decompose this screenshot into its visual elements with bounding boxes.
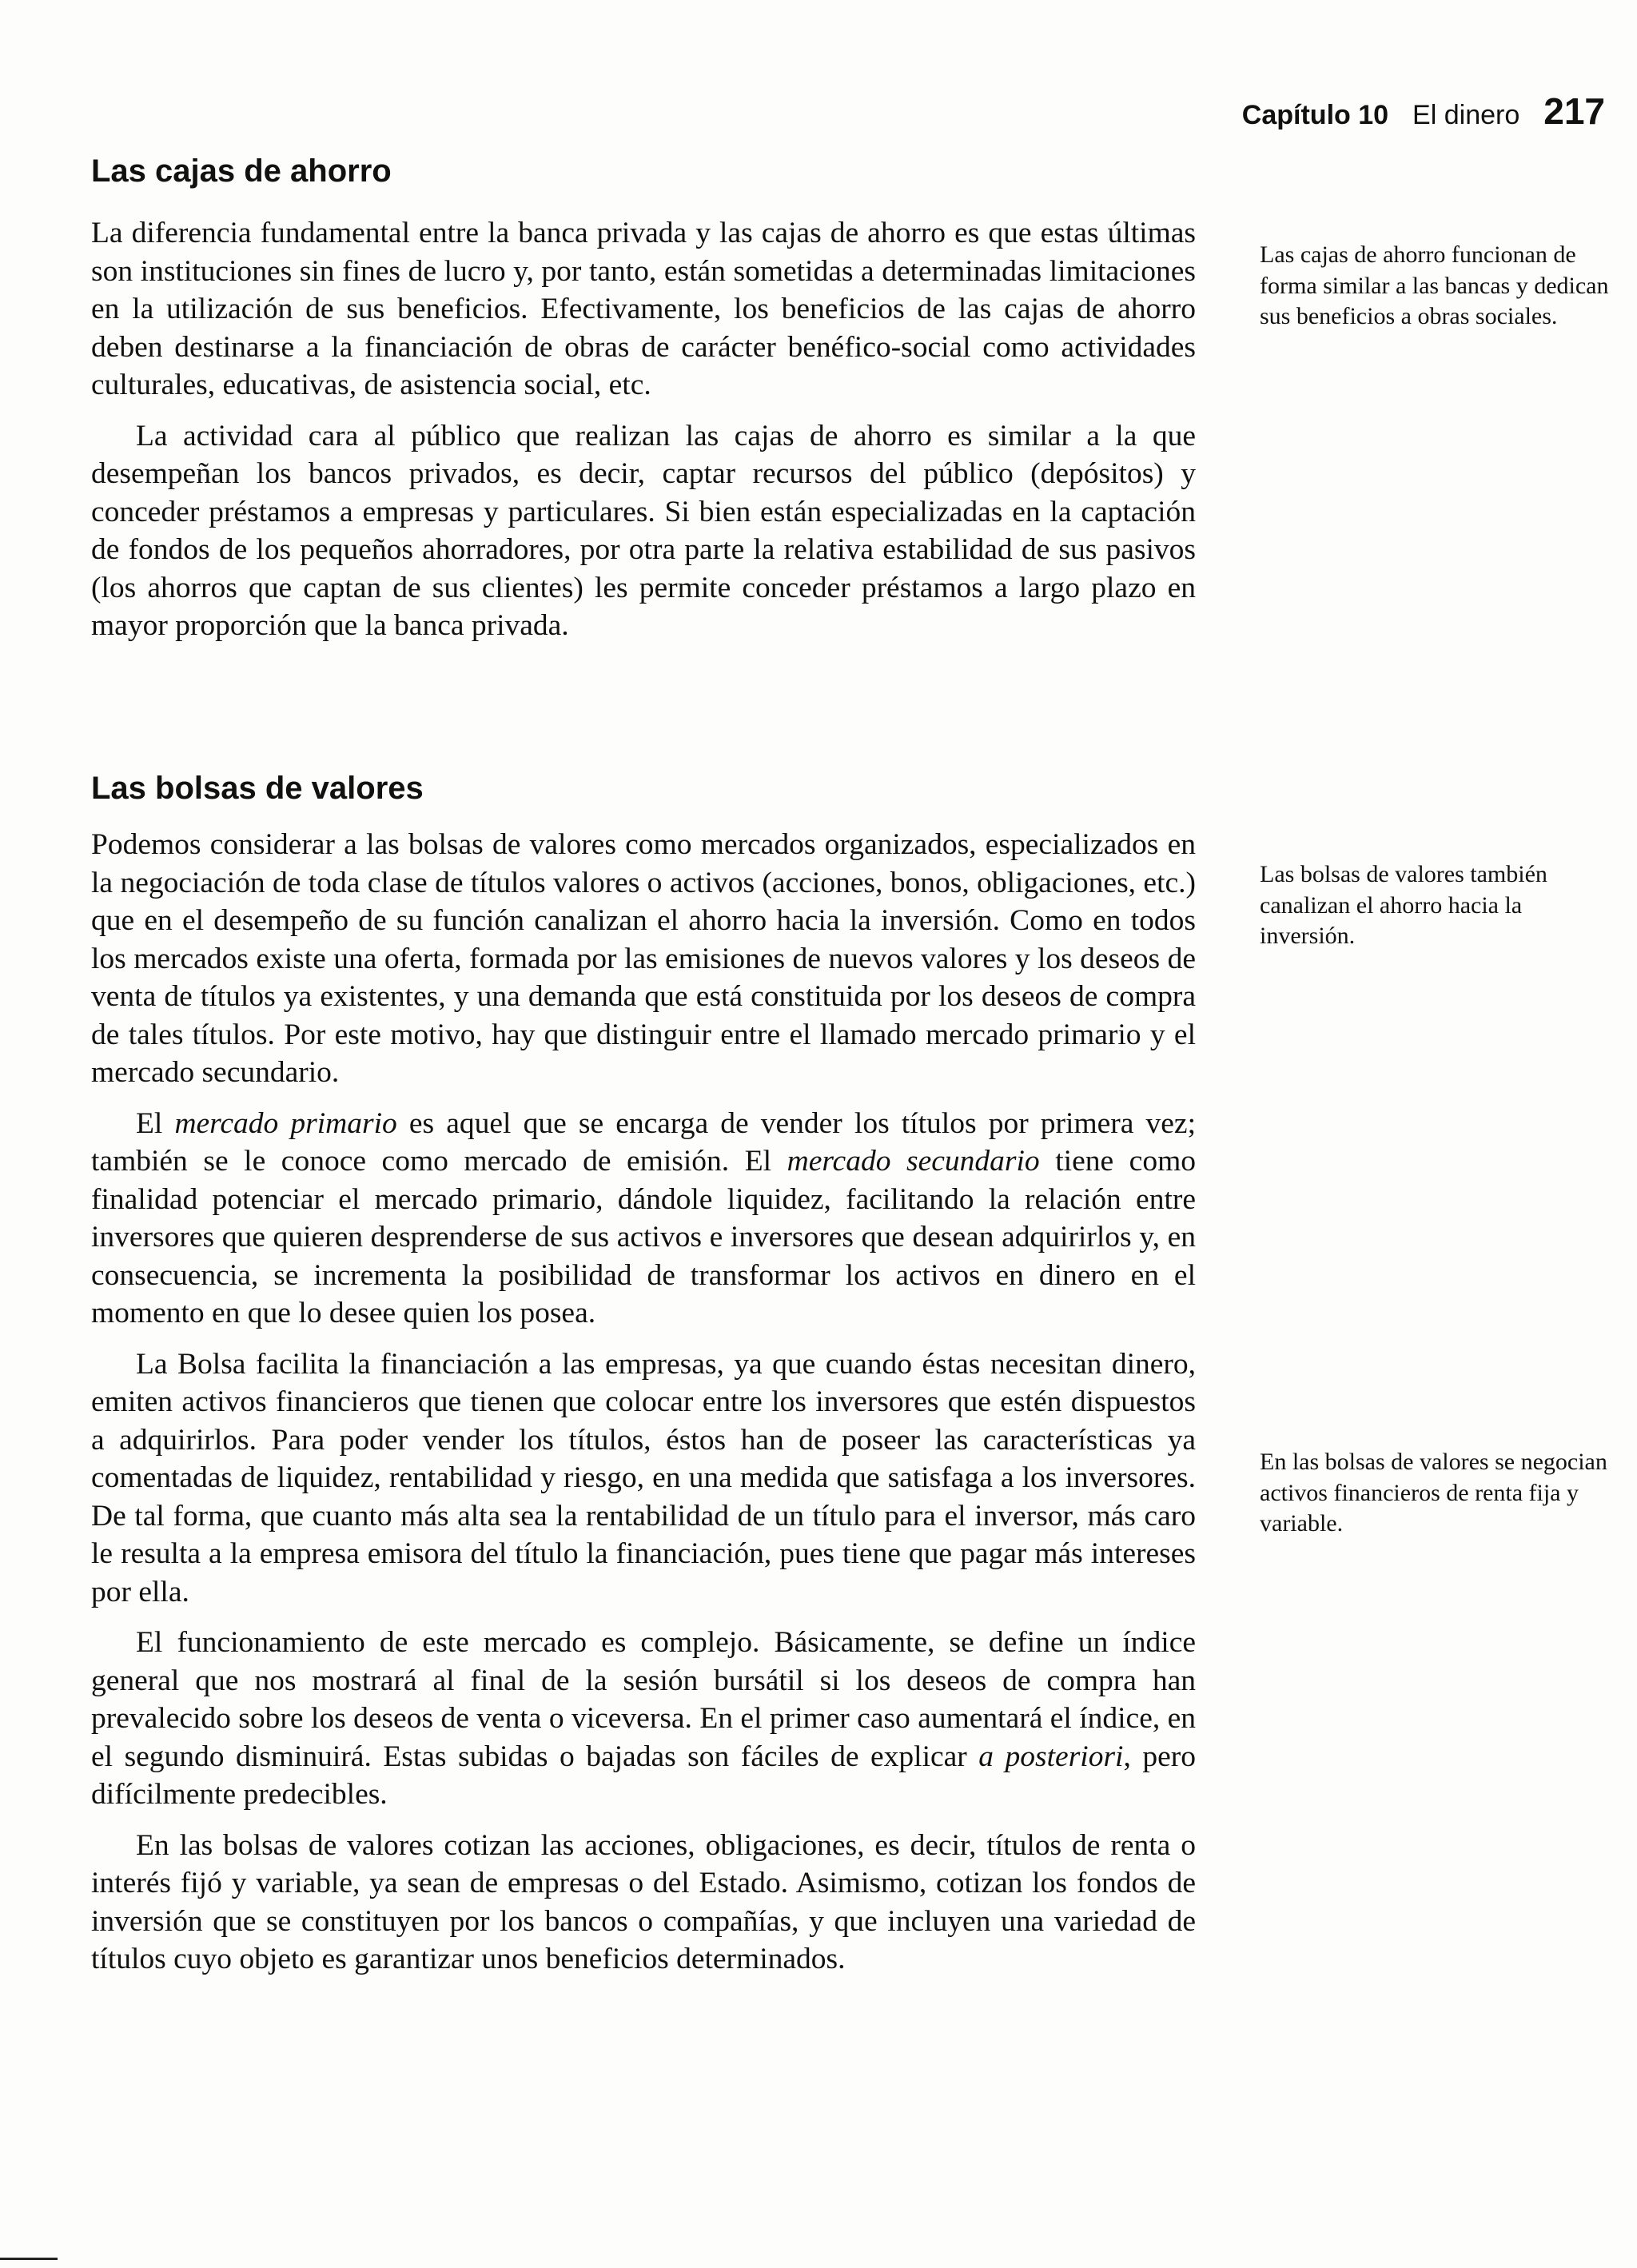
text-run: tiene como finalidad potenciar el mercado primario, dándole liquidez, facilitando la relación entre inversores que quieren desprenderse de sus activos e inversores que desean adquirirlos y, en consecuencia, se incrementa la posibilidad de transformar los activos en dinero en el momento en que lo desee quien los posea.	[91, 1145, 1196, 1329]
text-run: , pero difícilmente predecibles.	[91, 1740, 1196, 1811]
section-body-cajas	[91, 214, 1196, 645]
page-number: 217	[1543, 90, 1605, 132]
margin-note-bolsas: Las bolsas de valores también canalizan el ahorro hacia la inversión.	[1260, 861, 1547, 949]
section-heading-cajas: Las cajas de ahorro	[91, 153, 392, 189]
term-mercado-secundario: mercado secundario	[787, 1145, 1040, 1178]
text-run: es aquel que se encarga de vender los títulos por primera vez; también se le conoce como mercado de emisión. El	[91, 1106, 1196, 1178]
page-edge-rule	[0, 2258, 58, 2260]
paragraph: En las bolsas de valores cotizan las acciones, obligaciones, es decir, títulos de renta o interés fijó y variable, ya sean de empresas o del Estado. Asimismo, cotizan los fondos de inversión que se constituyen por los bancos o compañías, y que incluyen una variedad de títulos cuyo objeto es garantizar unos beneficios determinados.	[91, 1828, 1196, 1975]
margin-note-renta: En las bolsas de valores se negocian activos financieros de renta fija y variable.	[1260, 1449, 1607, 1537]
paragraph: La Bolsa facilita la financiación a las empresas, ya que cuando éstas necesitan dinero, emiten activos financieros que tienen que colocar entre los inversores que estén dispuestos a adquirirlos. Para poder vender los títulos, éstos han de poseer las características ya comentadas de liquidez, rentabilidad y riesgo, en una medida que satisfaga a los inversores. De tal forma, que cuanto más alta sea la rentabilidad de un título para el inversor, más caro le resulta a la empresa emisora del título la financiación, pues tiene que pagar más intereses por ella.	[91, 1347, 1196, 1608]
section-heading-bolsas: Las bolsas de valores	[91, 771, 424, 806]
paragraph	[91, 1624, 1196, 1814]
paragraph	[91, 1105, 1196, 1333]
chapter-title: El dinero	[1412, 100, 1520, 130]
paragraph: Podemos considerar a las bolsas de valores como mercados organizados, especializados en la negociación de toda clase de títulos valores o activos (acciones, bonos, obligaciones, etc.) que en el desempeño de su función canalizan el ahorro hacia la inversión. Como en todos los mercados existe una oferta, formada por las emisiones de nuevos valores y los deseos de venta de títulos ya existentes, y una demanda que está constituida por los deseos de compra de tales títulos. Por este motivo, hay que distinguir entre el llamado mercado primario y el mercado secundario.	[91, 828, 1196, 1089]
text-run: El funcionamiento de este mercado es complejo. Básicamente, se define un índice general que nos mostrará al final de la sesión bursátil si los deseos de compra han prevalecido sobre los deseos de venta o viceversa. En el primer caso aumentará el índice, en el segundo disminuirá. Estas subidas o bajadas son fáciles de explicar	[91, 1626, 1196, 1773]
text-run: El	[136, 1106, 175, 1140]
section-body-bolsas	[91, 826, 1196, 1979]
paragraph: La actividad cara al público que realizan las cajas de ahorro es similar a la que desempeñan los bancos privados, es decir, captar recursos del público (depósitos) y conceder préstamos a empresas y particulares. Si bien están especializadas en la captación de fondos de los pequeños ahorradores, por otra parte la relativa estabilidad de sus pasivos (los ahorros que captan de sus clientes) les permite conceder préstamos a largo plazo en mayor proporción que la banca privada.	[91, 419, 1196, 642]
chapter-label: Capítulo 10	[1241, 100, 1389, 130]
paragraph: La diferencia fundamental entre la banca privada y las cajas de ahorro es que estas últimas son instituciones sin fines de lucro y, por tanto, están sometidas a determinadas limitaciones en la utilización de sus beneficios. Efectivamente, los beneficios de las cajas de ahorro deben destinarse a la financiación de obras de carácter benéfico-social como actividades culturales, educativas, de asistencia social, etc.	[91, 217, 1196, 401]
running-header	[1242, 90, 1605, 133]
margin-note-cajas: Las cajas de ahorro funcionan de forma similar a las bancas y dedican sus beneficios a obras sociales.	[1260, 241, 1609, 329]
term-mercado-primario: mercado primario	[174, 1106, 397, 1140]
term-a-posteriori: a posteriori	[978, 1740, 1124, 1773]
